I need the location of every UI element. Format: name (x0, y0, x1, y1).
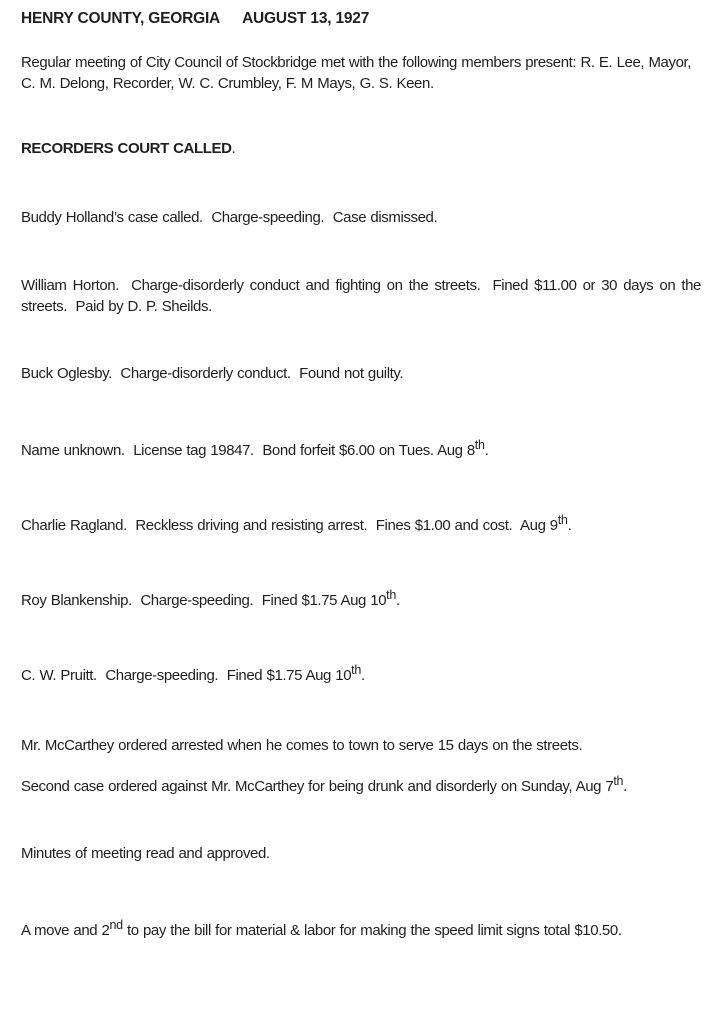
bold-text-run: RECORDERS COURT CALLED (21, 140, 232, 157)
paragraph-case-charlie-ragland (21, 515, 701, 536)
text-run: . (231, 140, 236, 157)
ordinal-superscript: nd (109, 918, 123, 932)
paragraph-case-buck-oglesby (21, 363, 701, 384)
paragraph-case-cw-pruitt (21, 665, 701, 686)
text-run: Buddy Holland’s case called. Charge-speeding. Case dismissed. (21, 209, 438, 226)
paragraph-case-william-horton (21, 275, 706, 317)
paragraph-case-roy-blankenship (21, 590, 701, 611)
text-run: A move and 2 (21, 922, 110, 939)
paragraph-attendance (21, 52, 701, 94)
text-run: . (567, 517, 572, 534)
text-run: Regular meeting of City Council of Stockbridge met with the following members present: R. E. Lee, Mayor, C. M. Delong, Recorder, W. C. Crumbley, F. M Mays, G. S. Keen. (21, 54, 696, 92)
text-run: . (360, 667, 365, 684)
text-run: to pay the bill for material & labor for making the speed limit signs total $10.50. (122, 922, 622, 939)
title-date: AUGUST 13, 1927 (242, 10, 370, 27)
text-run: C. W. Pruitt. Charge-speeding. Fined $1.75 Aug 10 (21, 667, 352, 684)
text-run: . (623, 778, 627, 795)
paragraph-speed-limit-signs-motion (21, 920, 701, 941)
text-run: Minutes of meeting read and approved. (21, 845, 270, 862)
text-run: Name unknown. License tag 19847. Bond forfeit $6.00 on Tues. Aug 8 (21, 442, 475, 459)
text-run: Second case ordered against Mr. McCarthey for being drunk and disorderly on Sunday, Aug 7 (21, 778, 614, 795)
paragraph-mccarthey-arrest-order (21, 735, 701, 756)
text-run: . (484, 442, 489, 459)
document-title (21, 8, 701, 30)
text-run: . (396, 592, 400, 609)
ordinal-superscript: th (613, 774, 624, 788)
text-run: Roy Blankenship. Charge-speeding. Fined $1.75 Aug 10 (21, 592, 387, 609)
paragraph-recorders-court-heading (21, 138, 701, 159)
paragraph-case-buddy-holland (21, 207, 701, 228)
ordinal-superscript: th (557, 513, 568, 527)
paragraph-mccarthey-second-case (21, 776, 701, 797)
paragraph-minutes-approved (21, 843, 701, 864)
text-run: William Horton. Charge-disorderly conduct and fighting on the streets. Fined $11.00 or 30 days on the streets. Paid by D. P. Sheilds. (21, 277, 706, 315)
ordinal-superscript: th (351, 663, 361, 677)
paragraph-case-name-unknown (21, 440, 701, 461)
text-run: Charlie Ragland. Reckless driving and resisting arrest. Fines $1.00 and cost. Aug 9 (21, 517, 558, 534)
text-run: Mr. McCarthey ordered arrested when he comes to town to serve 15 days on the streets. (21, 737, 583, 754)
ordinal-superscript: th (386, 588, 396, 602)
text-run: Buck Oglesby. Charge-disorderly conduct. Found not guilty. (21, 365, 404, 382)
title-county: HENRY COUNTY, GEORGIA (21, 10, 221, 27)
ordinal-superscript: th (474, 438, 485, 452)
